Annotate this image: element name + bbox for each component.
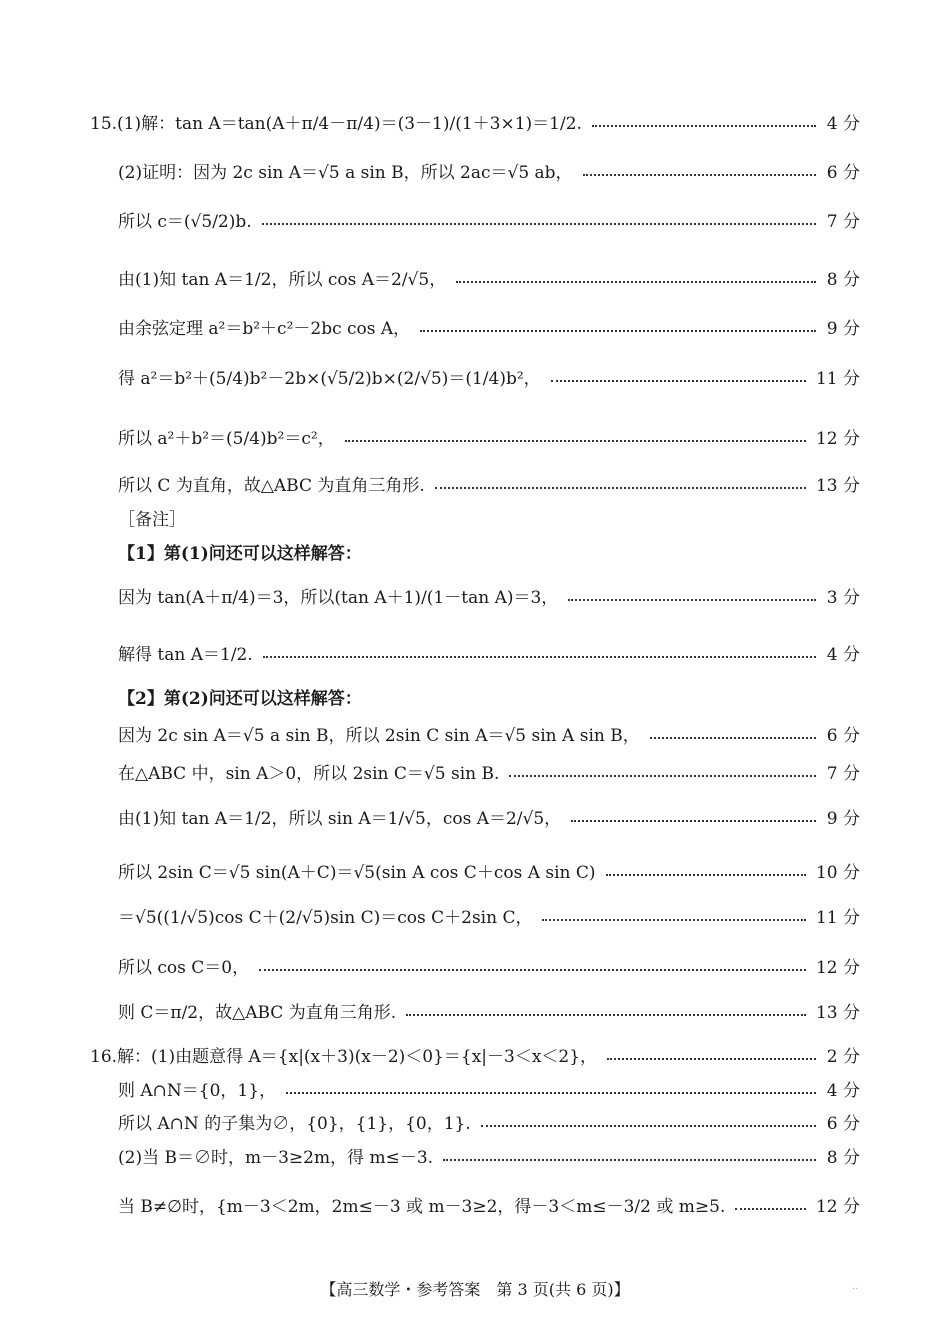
line-score: 7 分 [826,764,860,784]
line-score: 6 分 [826,1114,860,1134]
line-text: 解得 tan A＝1/2. [118,645,253,665]
answer-line [118,725,860,747]
line-text: 所以 2sin C＝√5 sin(A＋C)＝√5(sin A cos C＋cos A sin C) [118,863,596,883]
note-1-heading: 【1】第(1)问还可以这样解答： [118,544,362,564]
dot-leader [583,174,816,176]
answer-line [118,475,860,497]
line-text: 在△ABC 中，sin A＞0，所以 2sin C＝√5 sin B. [118,764,500,784]
answer-line [118,1080,860,1102]
line-score: 13 分 [815,1003,860,1023]
line-text: 由(1)知 tan A＝1/2，所以 sin A＝1/√5，cos A＝2/√5， [118,809,562,829]
line-score: 9 分 [826,809,860,829]
dot-leader [262,223,816,225]
dot-leader [443,1159,816,1161]
dot-leader [606,874,806,876]
line-score: 3 分 [826,588,860,608]
line-score: 12 分 [815,1197,860,1217]
answer-line [118,862,860,884]
line-score: 7 分 [826,212,860,232]
dot-leader [481,1125,816,1127]
notes-heading: ［备注］ [118,510,186,530]
dot-leader [345,440,806,442]
line-text: 当 B≠∅时，{m－3＜2m，2m≤－3 或 m－3≥2，得－3＜m≤－3/2 或 m≥5. [118,1197,726,1217]
line-text: 因为 tan(A＋π/4)＝3，所以(tan A＋1)/(1－tan A)＝3， [118,588,559,608]
line-score: 11 分 [815,908,860,928]
line-text: 15.(1)解：tan A＝tan(A＋π/4－π/4)＝(3－1)/(1＋3×1)＝1/2. [90,114,582,134]
page-footer: 【高三数学・参考答案 第 3 页(共 6 页)】 [320,1280,630,1299]
line-text: 16.解：(1)由题意得 A＝{x|(x＋3)(x－2)＜0}＝{x|－3＜x＜2}， [90,1047,598,1067]
line-text: 所以 c＝(√5/2)b. [118,212,252,232]
line-score: 2 分 [826,1047,860,1067]
dot-leader [456,281,816,283]
line-text: 所以 C 为直角，故△ABC 为直角三角形. [118,476,425,496]
answer-line [118,1196,860,1218]
answer-line [118,587,860,609]
line-score: 13 分 [815,476,860,496]
answer-line [90,1046,860,1068]
dot-leader [286,1092,816,1094]
dot-leader [568,599,816,601]
answer-line [118,211,860,233]
line-score: 6 分 [826,163,860,183]
dot-leader [509,775,816,777]
dot-leader [650,737,816,739]
dot-leader [592,125,816,127]
answer-line [118,368,860,390]
line-text: 则 A∩N＝{0，1}， [118,1081,277,1101]
answer-line [118,808,860,830]
line-score: 4 分 [826,1081,860,1101]
line-score: 8 分 [826,270,860,290]
line-text: 因为 2c sin A＝√5 a sin B，所以 2sin C sin A＝√5 sin A sin B， [118,726,640,746]
answer-line [118,907,860,929]
answer-line [118,1147,860,1169]
dot-leader [420,330,816,332]
dot-leader [735,1208,806,1210]
line-text: (2)当 B＝∅时，m－3≥2m，得 m≤－3. [118,1148,434,1168]
answer-line [90,113,860,135]
answer-line [118,428,860,450]
line-score: 11 分 [815,369,860,389]
line-score: 9 分 [826,319,860,339]
note-2-heading: 【2】第(2)问还可以这样解答： [118,689,362,709]
line-text: 所以 A∩N 的子集为∅，{0}，{1}，{0，1}. [118,1114,471,1134]
line-score: 12 分 [815,958,860,978]
answer-line [118,763,860,785]
line-score: 4 分 [826,114,860,134]
line-text: 所以 cos C＝0， [118,958,250,978]
line-score: 6 分 [826,726,860,746]
dot-leader [607,1058,816,1060]
answer-line [118,269,860,291]
line-score: 4 分 [826,645,860,665]
dot-leader [263,656,816,658]
answer-line [118,1002,860,1024]
line-score: 10 分 [815,863,860,883]
answer-line [118,1113,860,1135]
answer-line [118,162,860,184]
corner-mark: ·· [852,1284,859,1295]
line-text: 所以 a²＋b²＝(5/4)b²＝c²， [118,429,335,449]
dot-leader [435,487,806,489]
dot-leader [551,380,806,382]
line-text: ＝√5((1/√5)cos C＋(2/√5)sin C)＝cos C＋2sin C， [118,908,533,928]
line-score: 12 分 [815,429,860,449]
dot-leader [542,919,805,921]
line-text: (2)证明：因为 2c sin A＝√5 a sin B，所以 2ac＝√5 ab， [118,163,573,183]
answer-line [118,644,860,666]
answer-line [118,318,860,340]
answer-line [118,957,860,979]
line-text: 由余弦定理 a²＝b²＋c²－2bc cos A， [118,319,411,339]
line-score: 8 分 [826,1148,860,1168]
dot-leader [571,820,816,822]
dot-leader [406,1014,806,1016]
line-text: 则 C＝π/2，故△ABC 为直角三角形. [118,1003,397,1023]
dot-leader [259,969,806,971]
line-text: 由(1)知 tan A＝1/2，所以 cos A＝2/√5， [118,270,447,290]
line-text: 得 a²＝b²＋(5/4)b²－2b×(√5/2)b×(2/√5)＝(1/4)b²， [118,369,541,389]
